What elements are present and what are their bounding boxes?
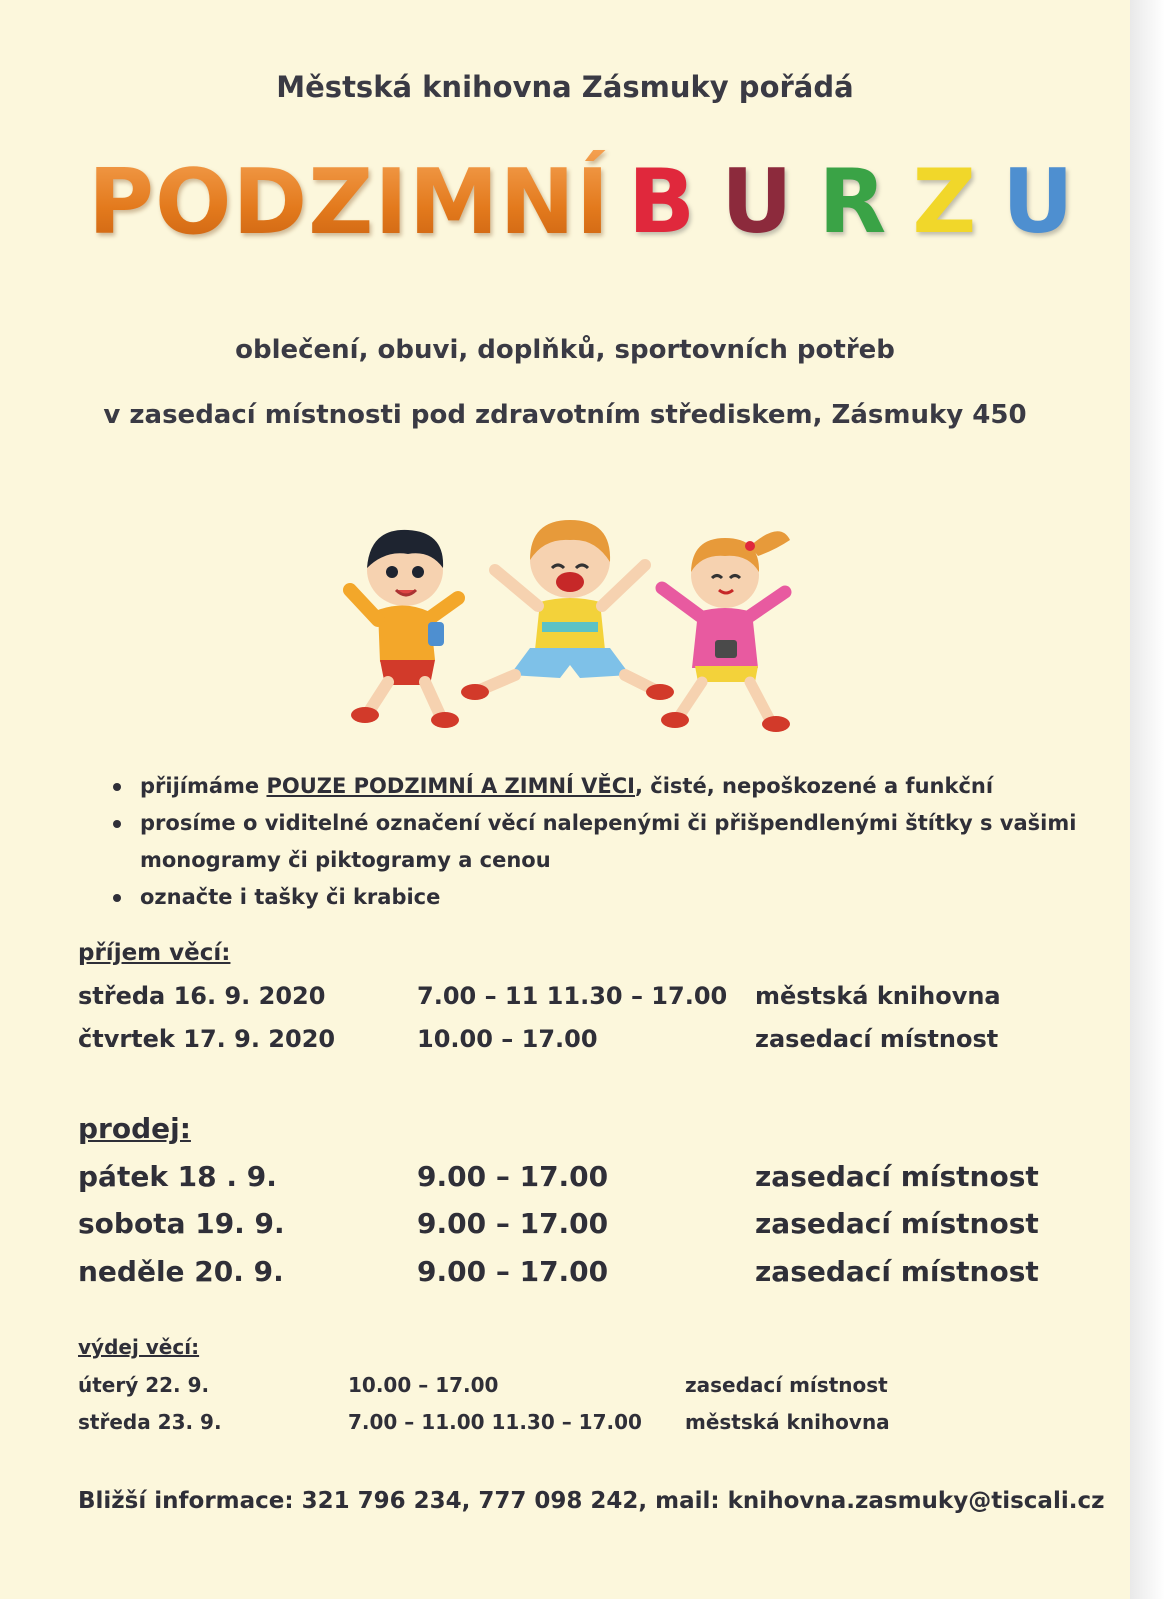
organizer-line: Městská knihovna Zásmuky pořádá xyxy=(276,70,854,104)
row-day: středa 23. 9. xyxy=(78,1410,222,1434)
row-time: 9.00 – 17.00 xyxy=(417,1160,609,1193)
list-item: prosíme o viditelné označení věcí nalepenými či přišpendlenými štítky s vašimi monogramy či piktogramy a cenou xyxy=(140,805,1080,879)
row-place: zasedací místnost xyxy=(685,1373,888,1397)
list-item xyxy=(140,768,1080,805)
row-time: 7.00 – 11 11.30 – 17.00 xyxy=(417,982,728,1010)
title-word-podzimni: PODZIMNÍ xyxy=(88,150,611,255)
contact-info: Bližší informace: 321 796 234, 777 098 242, mail: knihovna.zasmuky@tiscali.cz xyxy=(78,1488,1105,1514)
poster-title xyxy=(0,150,1130,260)
row-day: středa 16. 9. 2020 xyxy=(78,982,326,1010)
list-item: označte i tašky či krabice xyxy=(140,879,1080,916)
row-time: 9.00 – 17.00 xyxy=(417,1255,609,1288)
row-day: sobota 19. 9. xyxy=(78,1207,285,1240)
title-letter: R xyxy=(818,150,887,253)
row-place: zasedací místnost xyxy=(755,1255,1039,1288)
title-letter: U xyxy=(721,150,793,253)
row-place: zasedací místnost xyxy=(755,1160,1039,1193)
title-word-burzu xyxy=(628,150,1100,253)
venue-subtitle: v zasedací místnosti pod zdravotním střediskem, Zásmuky 450 xyxy=(103,400,1027,430)
intake-heading: příjem věcí: xyxy=(78,940,231,966)
rule-text: přijímáme xyxy=(140,774,267,798)
boy-figure xyxy=(350,530,459,728)
row-time: 10.00 – 17.00 xyxy=(417,1025,598,1053)
rule-text: , čisté, nepoškozené a funkční xyxy=(635,774,994,798)
sale-heading: prodej: xyxy=(78,1112,191,1145)
row-place: zasedací místnost xyxy=(755,1207,1039,1240)
row-day: čtvrtek 17. 9. 2020 xyxy=(78,1025,336,1053)
row-day: pátek 18 . 9. xyxy=(78,1160,277,1193)
row-day: úterý 22. 9. xyxy=(78,1373,210,1397)
row-place: zasedací místnost xyxy=(755,1025,999,1053)
title-letter: B xyxy=(628,150,696,253)
row-place: městská knihovna xyxy=(755,982,1001,1010)
rule-emphasis: POUZE PODZIMNÍ A ZIMNÍ VĚCI xyxy=(266,774,635,798)
row-time: 7.00 – 11.00 11.30 – 17.00 xyxy=(348,1410,642,1434)
row-time: 10.00 – 17.00 xyxy=(348,1373,499,1397)
title-letter: U xyxy=(1002,150,1074,253)
scan-edge xyxy=(1130,0,1165,1599)
row-day: neděle 20. 9. xyxy=(78,1255,284,1288)
jumping-kids-illustration xyxy=(330,510,810,750)
pickup-heading: výdej věcí: xyxy=(78,1335,200,1359)
title-letter: Z xyxy=(912,150,977,253)
items-subtitle: oblečení, obuvi, doplňků, sportovních potřeb xyxy=(235,335,895,365)
rules-list xyxy=(110,768,1080,916)
center-child-figure xyxy=(461,520,674,700)
row-place: městská knihovna xyxy=(685,1410,890,1434)
girl-figure xyxy=(661,531,790,732)
row-time: 9.00 – 17.00 xyxy=(417,1207,609,1240)
